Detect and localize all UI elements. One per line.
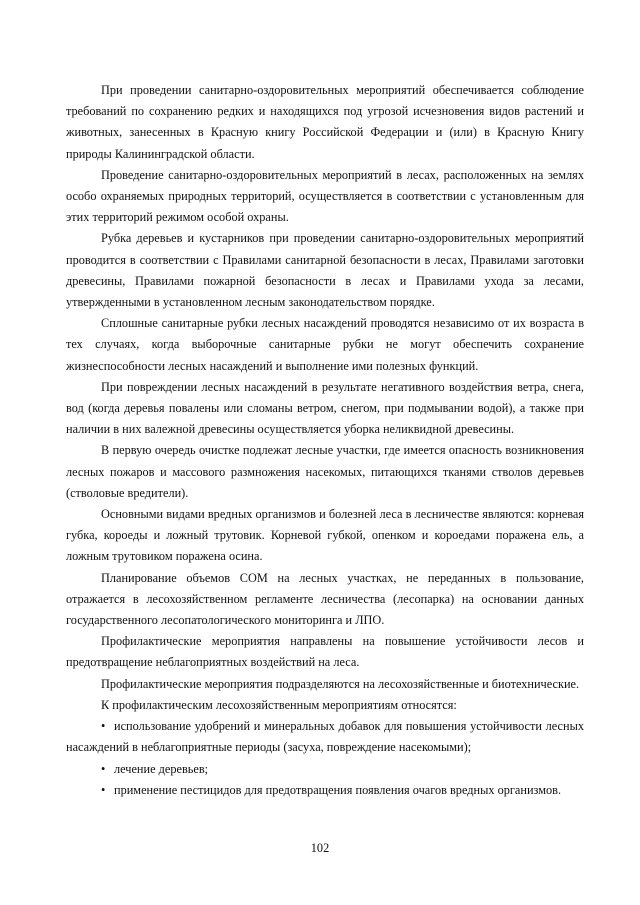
bullet-text: лечение деревьев;	[114, 761, 209, 776]
bullet-icon: •	[101, 782, 106, 797]
paragraph: Профилактические мероприятия подразделяются на лесохозяйственные и биотехнические.	[101, 676, 580, 691]
page-number: 102	[310, 841, 330, 855]
paragraph: К профилактическим лесохозяйственным мероприятиям относятся:	[101, 697, 457, 712]
paragraph: В первую очередь очистке подлежат лесные участки, где имеется опасность возникновения лесных пожаров и массового размножения насекомых, питающихся тканями стволов деревьев (стволовые вредители).	[66, 443, 584, 500]
paragraph: Рубка деревьев и кустарников при проведении санитарно-оздоровительных мероприятий проводится в соответствии с Правилами санитарной безопасности в лесах, Правилами заготовки древесины, Правилами пожарной безопасности в лесах и Правилами ухода за лесами, утвержденными в установленном лесным законодательством порядке.	[66, 231, 584, 310]
paragraph: При повреждении лесных насаждений в результате негативного воздействия ветра, снега, вод (когда деревья повалены или сломаны ветром, снегом, при подмывании водой), а также при наличии в них валежной древесины осуществляется уборка неликвидной древесины.	[66, 379, 584, 437]
bullet-item	[66, 759, 584, 780]
bullet-item	[66, 780, 584, 801]
paragraph: При проведении санитарно-оздоровительных мероприятий обеспечивается соблюдение требований по сохранению редких и находящихся под угрозой исчезновения видов растений и животных, занесенных в Красную книгу Российской Федерации и (или) в Красную Книгу природы Калининградской области.	[66, 83, 584, 161]
paragraph: Профилактические мероприятия направлены на повышение устойчивости лесов и предотвращение неблагоприятных воздействий на леса.	[66, 634, 584, 670]
bullet-icon: •	[101, 719, 106, 734]
page-body	[66, 80, 584, 801]
paragraph: Основными видами вредных организмов и болезней леса в лесничестве являются: корневая губка, короеды и ложный трутовик. Корневой губкой, опенком и короедами поражена ель, а ложным трутовиком поражена осина.	[66, 507, 584, 564]
paragraph: Сплошные санитарные рубки лесных насаждений проводятся независимо от их возраста в тех случаях, когда выборочные санитарные рубки не могут обеспечить сохранение жизнеспособности лесных насаждений и выполнение ими полезных функций.	[66, 316, 584, 373]
paragraph: Планирование объемов СОМ на лесных участках, не переданных в пользование, отражается в лесохозяйственном регламенте лесничества (лесопарка) на основании данных государственного лесопатологического мониторинга и ЛПО.	[66, 570, 584, 628]
bullet-icon: •	[101, 761, 106, 776]
bullet-item	[66, 716, 584, 758]
bullet-text: применение пестицидов для предотвращения появления очагов вредных организмов.	[114, 782, 562, 797]
paragraph: Проведение санитарно-оздоровительных мероприятий в лесах, расположенных на землях особо охраняемых природных территорий, осуществляется в соответствии с установленным для этих территорий режимом особой охраны.	[66, 167, 584, 225]
bullet-text: использование удобрений и минеральных добавок для повышения устойчивости лесных насаждений в неблагоприятные периоды (засуха, повреждение насекомыми);	[66, 719, 584, 755]
